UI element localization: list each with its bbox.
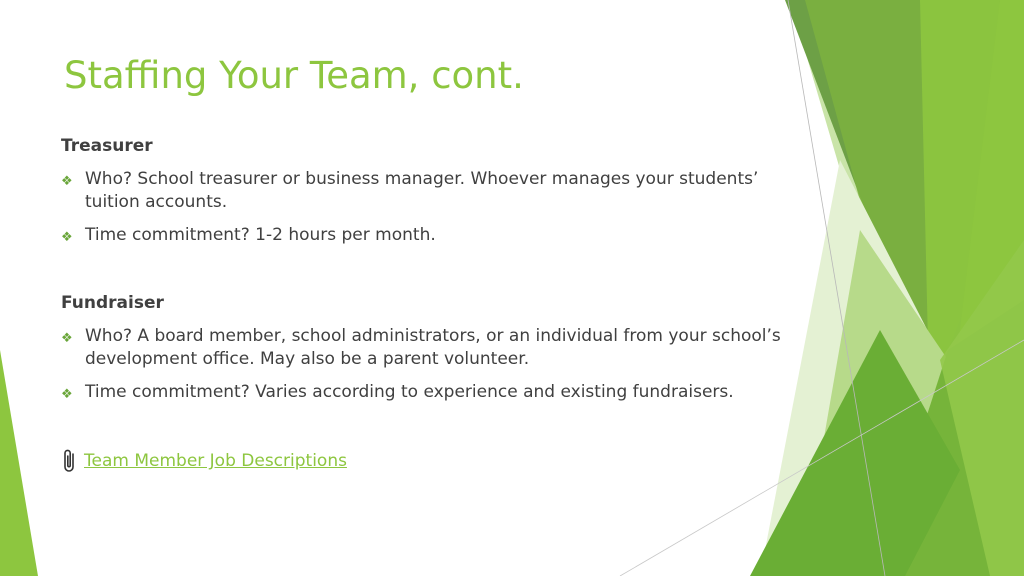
- diamond-bullet-icon: ❖: [61, 174, 73, 189]
- bullet-text: Who? A board member, school administrators, or an individual from your school’s development office. May also be a parent volunteer.: [85, 326, 781, 369]
- diamond-bullet-icon: ❖: [61, 387, 73, 402]
- bullet-text: Time commitment? Varies according to experience and existing fundraisers.: [85, 382, 734, 402]
- list-item: [61, 381, 801, 404]
- section-heading: Treasurer: [61, 136, 153, 156]
- bullet-text: Time commitment? 1-2 hours per month.: [85, 225, 436, 245]
- page-title: Staffing Your Team, cont.: [64, 54, 524, 97]
- list-item: [61, 168, 801, 214]
- paperclip-icon[interactable]: [61, 448, 79, 474]
- list-item: [61, 325, 801, 371]
- slide-content: [61, 134, 801, 404]
- attachment-link-row[interactable]: [61, 448, 347, 474]
- diamond-bullet-icon: ❖: [61, 331, 73, 346]
- section-heading: Fundraiser: [61, 293, 164, 313]
- list-item: [61, 224, 801, 247]
- section-treasurer: [61, 134, 801, 247]
- bullet-text: Who? School treasurer or business manager. Whoever manages your students’ tuition accounts.: [85, 169, 759, 212]
- section-fundraiser: [61, 291, 801, 404]
- diamond-bullet-icon: ❖: [61, 230, 73, 245]
- team-member-job-descriptions-link[interactable]: Team Member Job Descriptions: [84, 451, 347, 471]
